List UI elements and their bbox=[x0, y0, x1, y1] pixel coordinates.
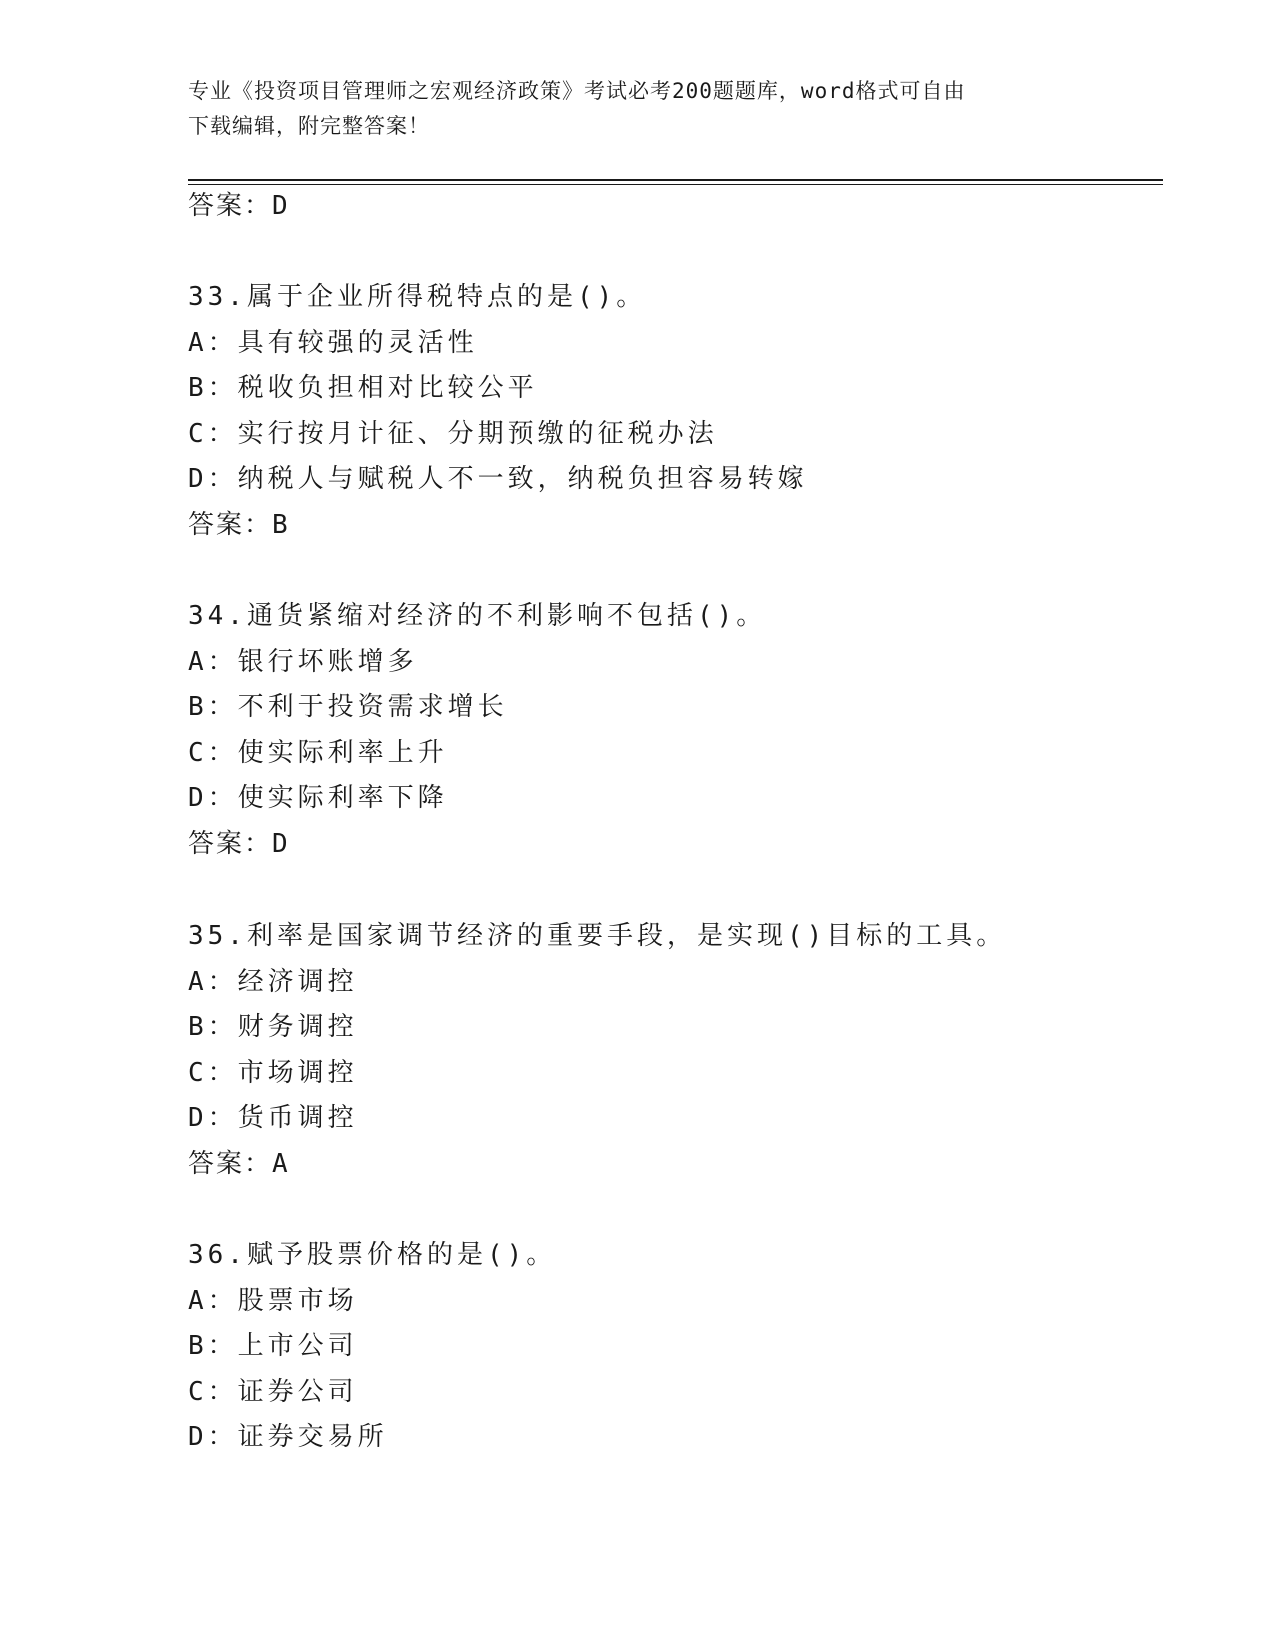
question-stem: 36.赋予股票价格的是()。 bbox=[188, 1240, 557, 1270]
option-d: D：使实际利率下降 bbox=[188, 783, 448, 813]
option-b: B：上市公司 bbox=[188, 1331, 358, 1361]
answer-line: 答案：D bbox=[188, 191, 290, 221]
header-divider-thick bbox=[188, 179, 1163, 181]
document-header bbox=[188, 74, 1088, 144]
option-d: D：纳税人与赋税人不一致，纳税负担容易转嫁 bbox=[188, 464, 808, 494]
option-c: C：使实际利率上升 bbox=[188, 737, 448, 768]
question-stem: 34.通货紧缩对经济的不利影响不包括()。 bbox=[188, 601, 767, 631]
option-c: C：市场调控 bbox=[188, 1057, 358, 1088]
option-c: C：实行按月计征、分期预缴的征税办法 bbox=[188, 418, 718, 449]
answer-line: 答案：A bbox=[188, 1148, 290, 1179]
header-line-2: 下载编辑，附完整答案！ bbox=[188, 114, 430, 138]
question-33 bbox=[188, 275, 1163, 548]
answer-line: 答案：B bbox=[188, 509, 290, 540]
option-d: D：证券交易所 bbox=[188, 1422, 388, 1452]
question-34 bbox=[188, 594, 1163, 867]
option-b: B：财务调控 bbox=[188, 1012, 358, 1042]
option-b: B：不利于投资需求增长 bbox=[188, 692, 508, 722]
option-a: A：经济调控 bbox=[188, 966, 358, 997]
option-c: C：证券公司 bbox=[188, 1376, 358, 1407]
option-a: A：具有较强的灵活性 bbox=[188, 327, 478, 358]
option-a: A：银行坏账增多 bbox=[188, 646, 418, 677]
option-a: A：股票市场 bbox=[188, 1285, 358, 1316]
header-line-1: 专业《投资项目管理师之宏观经济政策》考试必考200题题库，word格式可自由 bbox=[188, 79, 966, 103]
question-stem: 35.利率是国家调节经济的重要手段，是实现()目标的工具。 bbox=[188, 921, 1007, 951]
option-d: D：货币调控 bbox=[188, 1103, 358, 1133]
question-stem: 33.属于企业所得税特点的是()。 bbox=[188, 282, 647, 312]
question-36 bbox=[188, 1233, 1163, 1461]
answer-block-32 bbox=[188, 184, 1163, 230]
answer-line: 答案：D bbox=[188, 828, 290, 859]
option-b: B：税收负担相对比较公平 bbox=[188, 373, 538, 403]
question-35 bbox=[188, 914, 1163, 1187]
